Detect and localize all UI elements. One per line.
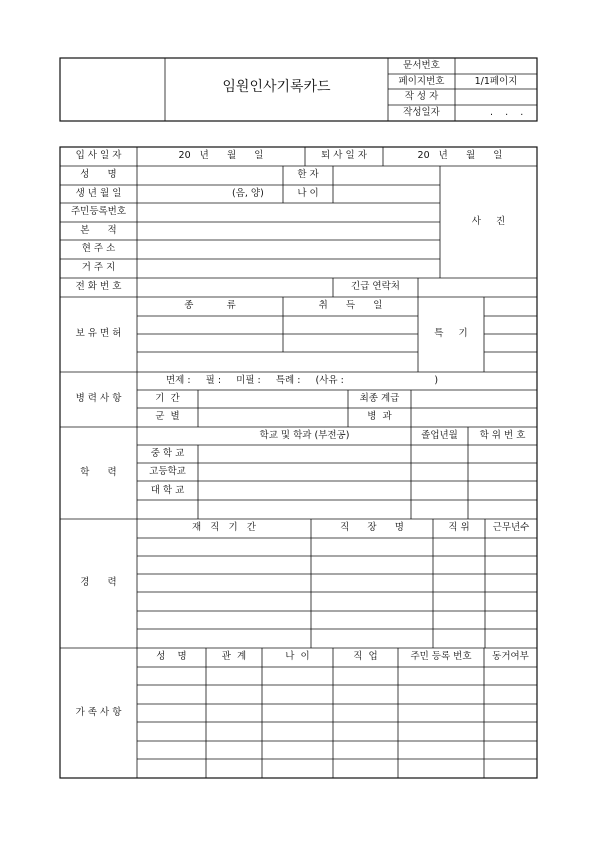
- military-branch-label: 군 별: [155, 411, 180, 422]
- license-type-header: 종 류: [184, 300, 236, 311]
- military-period-label: 기 간: [155, 393, 180, 404]
- military-status-line: 면제 : 필 : 미필 : 특례 : (사유 : ): [166, 375, 439, 386]
- family-age-header: 나 이: [285, 651, 310, 662]
- leave-date-label: 퇴 사 일 자: [321, 150, 367, 161]
- education-level-university: 대 학 교: [150, 485, 185, 496]
- education-level-middle: 중 학 교: [150, 448, 185, 459]
- address-label: 현 주 소: [81, 243, 116, 254]
- license-acquired-header: 취 득 일: [318, 300, 383, 311]
- career-label: 경 력: [80, 577, 117, 588]
- education-label: 학 력: [80, 467, 117, 478]
- phone-label: 전 화 번 호: [75, 281, 122, 292]
- career-position-header: 직 위: [448, 522, 470, 533]
- reg-no-label: 주민등록번호: [70, 206, 127, 217]
- author-label: 작 성 자: [404, 91, 439, 102]
- birth-label: 생 년 월 일: [75, 188, 122, 199]
- leave-date-value: 20 년 월 일: [417, 150, 503, 161]
- hanja-label: 한 자: [297, 169, 319, 180]
- hire-date-label: 입 사 일 자: [75, 150, 122, 161]
- military-specialty-label: 병 과: [367, 411, 392, 422]
- education-degree-header: 학 위 번 호: [479, 430, 526, 441]
- military-rank-label: 최종 계급: [359, 393, 400, 404]
- emergency-contact-label: 긴급 연락처: [351, 281, 400, 292]
- page-title: 임원인사기록카드: [222, 79, 331, 95]
- family-job-header: 직 업: [353, 651, 378, 662]
- photo-label: 사 진: [471, 216, 506, 227]
- education-grad-header: 졸업년월: [421, 430, 458, 441]
- hire-date-value: 20 년 월 일: [178, 150, 264, 161]
- special-skill-label: 특 기: [434, 328, 468, 339]
- career-company-header: 직 장 명: [340, 522, 404, 533]
- career-years-header: 근무년수: [492, 522, 530, 533]
- page-no-label: 페이지번호: [398, 76, 445, 87]
- education-level-high: 고등학교: [149, 466, 186, 477]
- date-value: . . .: [490, 107, 524, 118]
- family-relation-header: 관 계: [221, 651, 247, 662]
- name-label: 성 명: [80, 169, 117, 180]
- page-no-value: 1/1페이지: [474, 76, 518, 87]
- age-label: 나 이: [297, 188, 319, 199]
- family-cohabit-header: 동거여부: [492, 651, 529, 662]
- date-label: 작성일자: [403, 107, 440, 118]
- family-label: 가 족 사 항: [75, 707, 122, 718]
- origin-label: 본 적: [80, 225, 117, 236]
- military-label: 병 력 사 항: [75, 393, 122, 404]
- license-label: 보 유 면 허: [75, 328, 122, 339]
- family-name-header: 성 명: [156, 651, 187, 662]
- residence-label: 거 주 지: [81, 262, 116, 273]
- lunar-solar-label: (음, 양): [232, 188, 264, 199]
- education-school-header: 학교 및 학과 (부전공): [259, 430, 350, 441]
- career-period-header: 재 직 기 간: [192, 522, 256, 533]
- doc-no-label: 문서번호: [403, 60, 440, 71]
- family-regno-header: 주민 등록 번호: [410, 651, 472, 662]
